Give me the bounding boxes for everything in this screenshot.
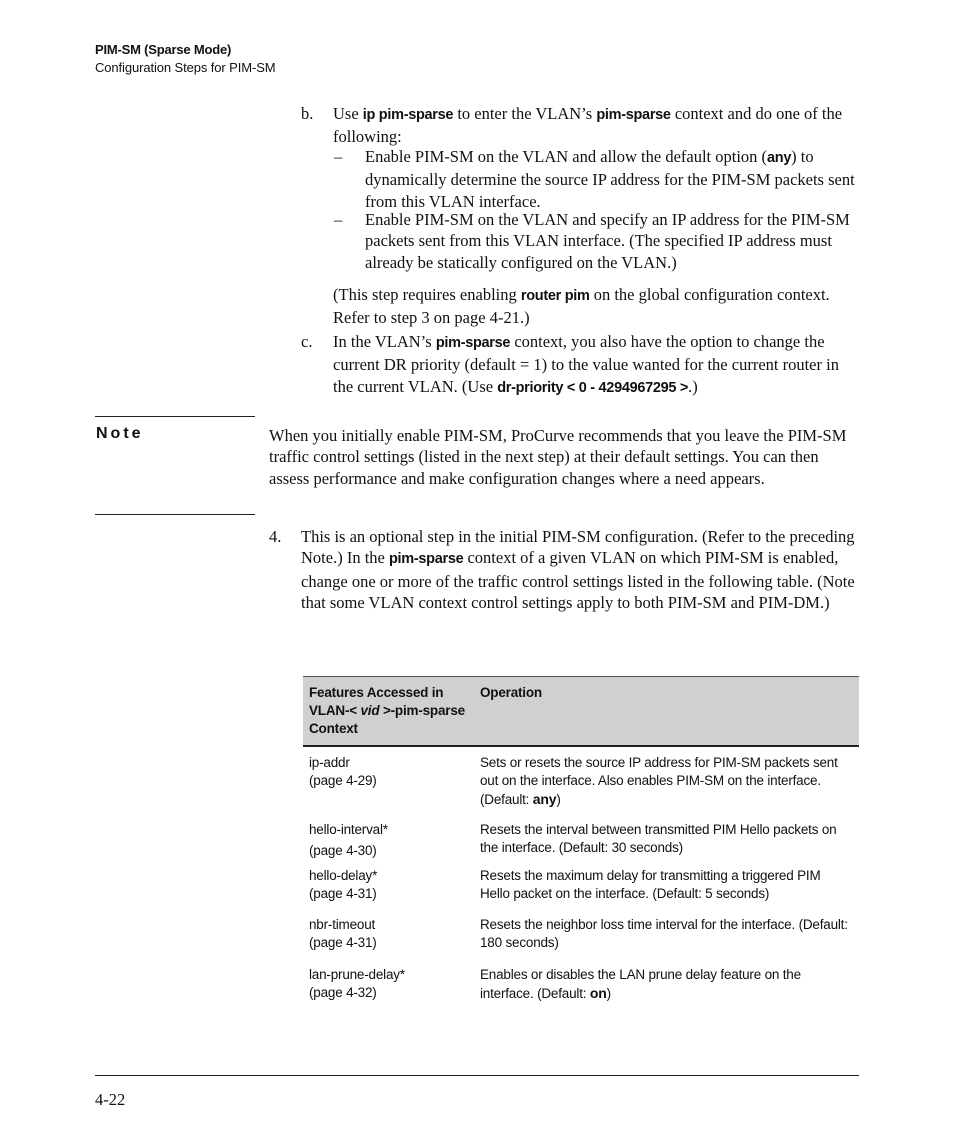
step-b-text-part: Use <box>333 104 363 123</box>
dash-marker: – <box>334 147 343 166</box>
table-row <box>303 916 859 966</box>
step-4-text <box>301 526 861 613</box>
feature-page-ref: (page 4-30) <box>309 843 377 858</box>
feature-page-ref: (page 4-29) <box>309 773 377 788</box>
column-header-operation: Operation <box>474 677 859 747</box>
operation-cell <box>474 867 859 916</box>
operation-default-value: on <box>589 985 607 1001</box>
step-b-note-text <box>333 284 859 329</box>
command-ip-pim-sparse: ip pim-sparse <box>362 107 454 123</box>
feature-name: hello-interval* <box>309 822 388 837</box>
step-4-text-part: context of a given VLAN on which PIM-SM is enabled, change one or more of the traffic control settings listed in the following table. (Note that some VLAN context control settings apply to both PIM-SM and PIM-DM.) <box>301 548 855 612</box>
step-b-text-part: to enter the VLAN’s <box>453 104 597 123</box>
option-specify-ip-text: Enable PIM-SM on the VLAN and specify an IP address for the PIM-SM packets sent from this VLAN interface. (The specified IP address must already be statically configured on the VLAN.) <box>365 210 850 272</box>
header-text-part: >-pim-sparse Context <box>309 703 465 736</box>
operation-text: ) <box>606 986 611 1001</box>
step-c-text <box>333 331 859 399</box>
header-subtitle: Configuration Steps for PIM-SM <box>95 60 276 75</box>
command-pim-sparse: pim-sparse <box>435 335 511 351</box>
operation-cell <box>474 814 859 867</box>
feature-name: lan-prune-delay* <box>309 967 405 982</box>
note-title: Note <box>96 425 144 442</box>
feature-cell <box>303 867 474 916</box>
command-dr-priority: dr-priority < 0 - 4294967295 > <box>497 379 689 396</box>
option-text-part: Enable PIM-SM on the VLAN and allow the default option ( <box>365 147 768 166</box>
column-header-features <box>303 677 474 747</box>
operation-text: Resets the maximum delay for transmitting a triggered PIM Hello packet on the interface. (Default: 5 seconds) <box>480 868 821 901</box>
header-title: PIM-SM (Sparse Mode) <box>95 42 232 57</box>
feature-cell <box>303 814 474 867</box>
running-header <box>95 41 276 77</box>
table-row <box>303 966 859 1006</box>
feature-page-ref: (page 4-31) <box>309 886 377 901</box>
step-c-label: c. <box>301 332 313 351</box>
note-top-rule <box>95 416 255 417</box>
feature-cell <box>303 916 474 966</box>
table-header-row <box>303 677 859 747</box>
operation-cell <box>474 916 859 966</box>
operation-text: Enables or disables the LAN prune delay feature on the interface. (Default: <box>480 967 801 1001</box>
operation-text: Resets the interval between transmitted PIM Hello packets on the interface. (Default: 30 seconds) <box>480 822 837 855</box>
page-number: 4-22 <box>95 1090 126 1109</box>
operation-cell <box>474 746 859 814</box>
table-row <box>303 746 859 814</box>
operation-text: ) <box>556 792 561 807</box>
feature-cell <box>303 746 474 814</box>
step-c-text-part: context, you also have the option to change the current DR priority (default = 1) to the value wanted for the current router in the current VLAN. (Use <box>333 332 839 396</box>
step-c-text-part: In the VLAN’s <box>333 332 436 351</box>
step-b-text-part: context and do one of the following: <box>333 104 843 147</box>
note-text: When you initially enable PIM-SM, ProCurve recommends that you leave the PIM-SM traffic control settings (listed in the next step) at their default settings. You can then assess performance and make configuration changes where a need appears. <box>269 426 847 488</box>
step-4-label: 4. <box>269 527 282 546</box>
feature-name: nbr-timeout <box>309 917 376 932</box>
dash-marker: – <box>334 210 343 229</box>
feature-cell <box>303 966 474 1006</box>
header-vid: vid <box>360 703 380 718</box>
command-any: any <box>767 150 792 166</box>
step-b-note-part: on the global configuration context. Refer to step 3 on page 4-21.) <box>333 285 830 328</box>
table-row <box>303 814 859 867</box>
feature-name: ip-addr <box>309 755 350 770</box>
header-text-part: Features Accessed in VLAN-< <box>309 685 444 718</box>
operation-text: Resets the neighbor loss time interval for the interface. (Default: 180 seconds) <box>480 917 848 950</box>
step-b-note-part: (This step requires enabling <box>333 285 521 304</box>
step-b-label: b. <box>301 104 314 123</box>
option-any-text <box>365 146 859 212</box>
features-table <box>303 676 859 1006</box>
footer-rule <box>95 1075 859 1076</box>
operation-text: Sets or resets the source IP address for PIM-SM packets sent out on the interface. Also enables PIM-SM on the interface. (Default: <box>480 755 838 807</box>
feature-name: hello-delay* <box>309 868 378 883</box>
note-bottom-rule <box>95 514 255 515</box>
feature-page-ref: (page 4-32) <box>309 985 377 1000</box>
step-c-text-part: .) <box>688 376 698 396</box>
command-router-pim: router pim <box>520 288 590 304</box>
option-text-part: ) to dynamically determine the source IP address for the PIM-SM packets sent from this VLAN interface. <box>365 147 855 211</box>
table-row <box>303 867 859 916</box>
operation-cell <box>474 966 859 1006</box>
step-b-text <box>333 103 859 148</box>
step-4-text-part: This is an optional step in the initial PIM-SM configuration. (Refer to the preceding Note.) In the <box>301 527 855 568</box>
operation-default-value: any <box>532 791 557 807</box>
feature-page-ref: (page 4-31) <box>309 935 377 950</box>
command-pim-sparse: pim-sparse <box>596 107 671 123</box>
command-pim-sparse: pim-sparse <box>388 551 464 568</box>
